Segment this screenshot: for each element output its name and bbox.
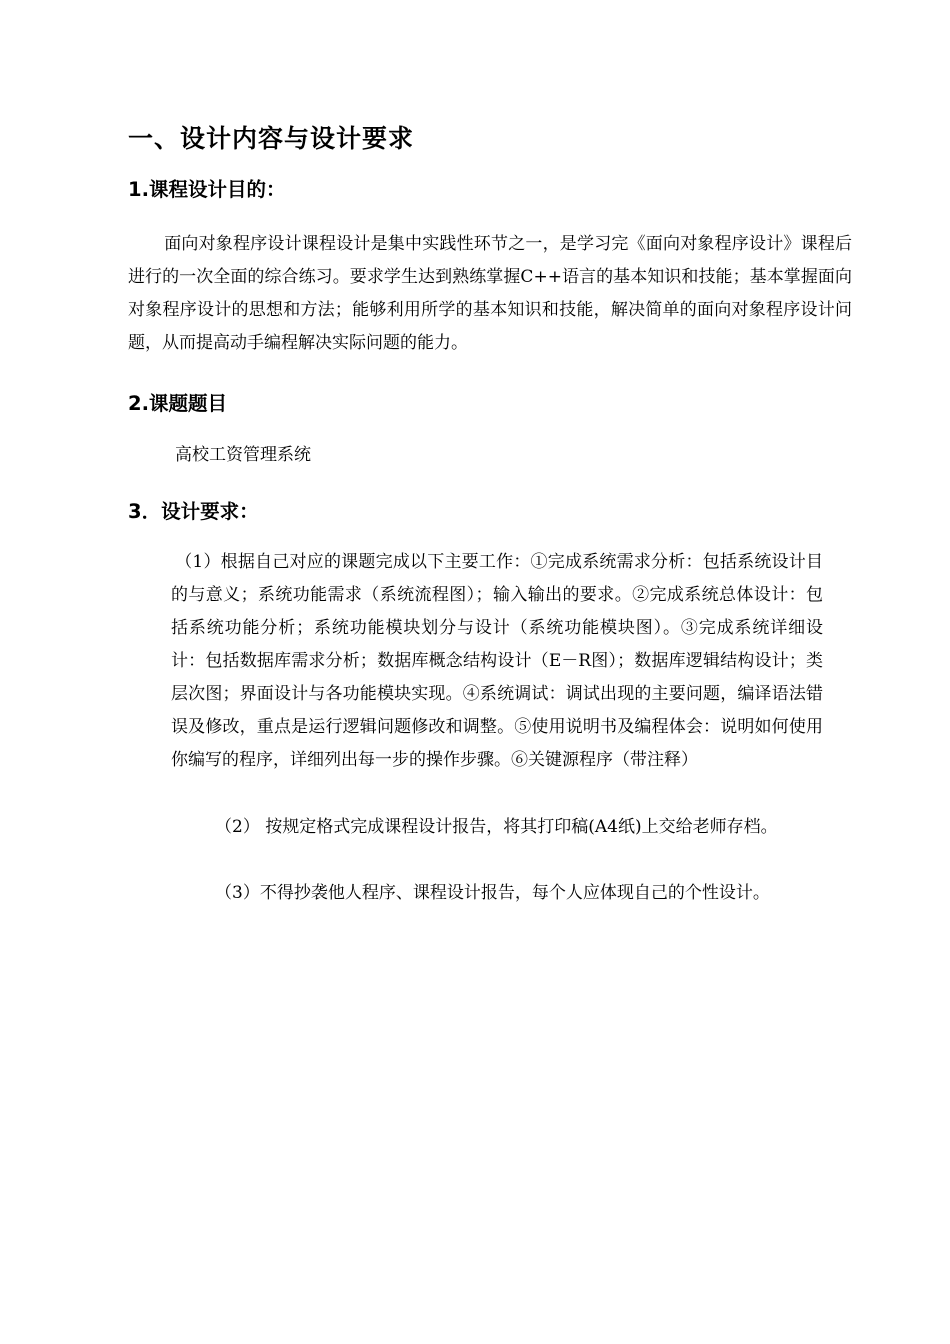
requirement-item-3 — [171, 877, 851, 910]
purpose-text: 面向对象程序设计课程设计是集中实践性环节之一，是学习完《面向对象程序设计》课程后进行的一次全面的综合练习。要求学生达到熟练掌握C++语言的基本知识和技能；基本掌握面向对象程序设计的思想和方法；能够利用所学的基本知识和技能，解决简单的面向对象程序设计问题，从而提高动手编程解决实际问题的能力。 — [128, 234, 852, 353]
topic-paragraph — [175, 440, 575, 470]
topic-text: 高校工资管理系统 — [175, 445, 311, 465]
purpose-heading: 1.课程设计目的： — [128, 178, 286, 201]
topic-heading: 2.课题题目 — [128, 392, 227, 415]
requirement-item-2 — [171, 811, 823, 844]
requirement-item-1-text: （1）根据自己对应的课题完成以下主要工作：①完成系统需求分析：包括系统设计目的与意义；系统功能需求（系统流程图）；输入输出的要求。②完成系统总体设计：包括系统功能分析；系统功能模块划分与设计（系统功能模块图）。③完成系统详细设计：包括数据库需求分析；数据库概念结构设计（E－R图）；数据库逻辑结构设计；类层次图；界面设计与各功能模块实现。④系统调试：调试出现的主要问题，编译语法错误及修改，重点是运行逻辑问题修改和调整。⑤使用说明书及编程体会：说明如何使用你编写的程序，详细列出每一步的操作步骤。⑥关键源程序（带注释） — [171, 552, 823, 770]
requirement-item-1 — [171, 546, 823, 777]
section-title: 一、设计内容与设计要求 — [128, 124, 415, 153]
requirement-item-2-text: （2） 按规定格式完成课程设计报告，将其打印稿(A4纸)上交给老师存档。 — [215, 817, 778, 837]
requirement-item-3-text: （3）不得抄袭他人程序、课程设计报告，每个人应体现自己的个性设计。 — [215, 883, 770, 903]
purpose-paragraph — [128, 228, 852, 360]
requirements-heading: 3．设计要求： — [128, 500, 259, 523]
